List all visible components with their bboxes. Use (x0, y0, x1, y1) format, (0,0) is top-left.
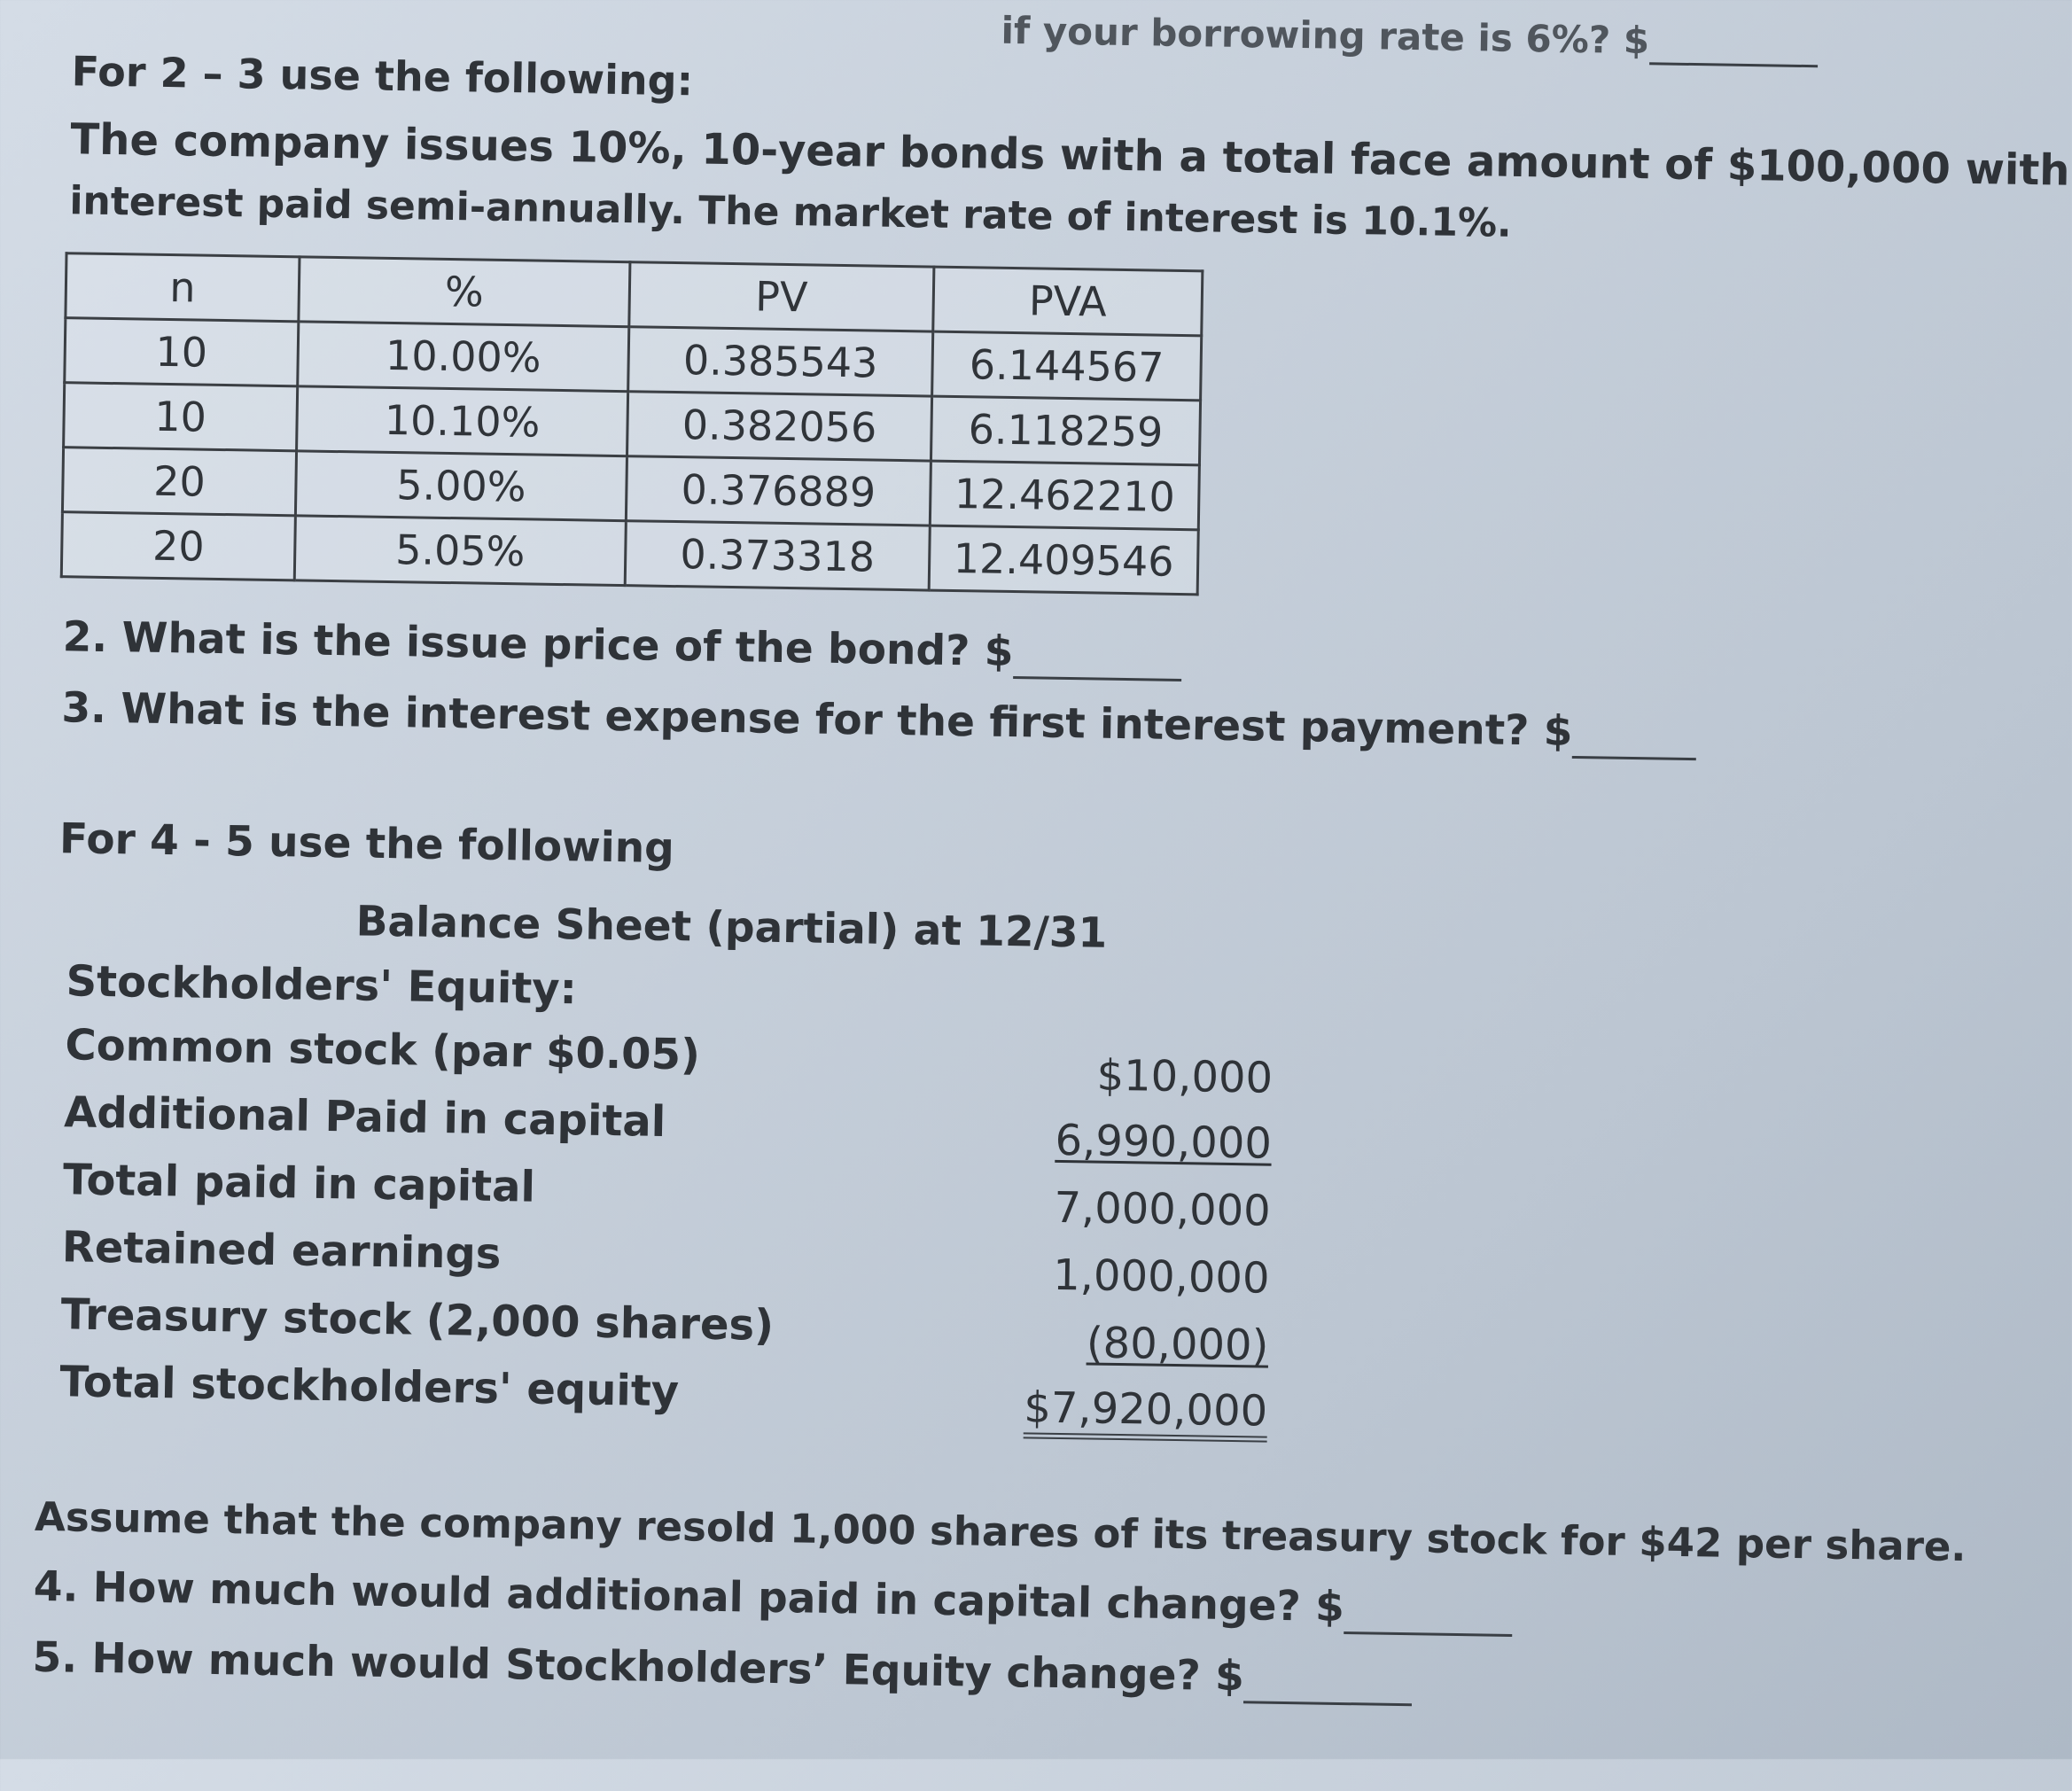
table-cell: 10.00% (298, 322, 629, 392)
column-header-rate: % (299, 257, 630, 327)
top-question-text: if your borrowing rate is 6%? $ (1001, 8, 1650, 63)
column-header-pva: PVA (933, 267, 1203, 336)
question-3 (61, 683, 1697, 760)
section-heading-2-3: For 2 – 3 use the following: (71, 47, 694, 105)
table-cell: 5.00% (295, 451, 627, 521)
table-cell: 12.462210 (930, 461, 1199, 530)
line-item-value: (80,000) (1086, 1318, 1269, 1371)
line-item-label: Additional Paid in capital (63, 1087, 666, 1147)
table-cell: 0.382056 (627, 392, 932, 461)
table-cell: 5.05% (294, 516, 626, 586)
table-cell: 0.376889 (626, 456, 931, 526)
table-cell: 0.373318 (625, 521, 930, 590)
table-cell: 20 (62, 448, 296, 516)
answer-blank[interactable] (1572, 707, 1697, 760)
question-5 (32, 1633, 1413, 1706)
line-item-label: Total stockholders' equity (59, 1357, 680, 1417)
line-item-label: Common stock (par $0.05) (65, 1020, 701, 1080)
stockholders-equity-heading: Stockholders' Equity: (66, 956, 578, 1015)
table-cell: 10 (65, 318, 299, 386)
answer-blank[interactable] (1243, 1652, 1413, 1706)
table-cell: 6.118259 (931, 396, 1200, 465)
column-header-n: n (66, 253, 300, 322)
treasury-assumption: Assume that the company resold 1,000 shares of its treasury stock for $42 per share. (34, 1492, 1967, 1571)
question-2-text: 2. What is the issue price of the bond? $ (62, 612, 1014, 677)
answer-blank (1649, 19, 1819, 67)
question-3-text: 3. What is the interest expense for the first interest payment? $ (61, 683, 1573, 756)
table-cell: 6.144567 (932, 331, 1202, 401)
question-2 (62, 612, 1182, 681)
table-cell: 0.385543 (628, 327, 933, 396)
table-cell: 20 (61, 512, 295, 580)
table-cell: 12.409546 (929, 526, 1198, 595)
balance-sheet-title: Balance Sheet (partial) at 12/31 (355, 897, 1108, 958)
answer-blank[interactable] (1344, 1583, 1513, 1637)
section-heading-4-5: For 4 - 5 use the following (58, 814, 675, 874)
line-item-label: Retained earnings (61, 1222, 502, 1280)
top-partial-question (1001, 9, 1818, 67)
answer-blank[interactable] (1013, 627, 1182, 681)
line-item-value: 6,990,000 (1055, 1115, 1273, 1169)
question-4 (33, 1562, 1513, 1637)
line-item-value: $7,920,000 (1024, 1382, 1268, 1442)
table-cell: 10.10% (297, 386, 628, 456)
column-header-pv: PV (629, 262, 934, 331)
line-item-value: $10,000 (1096, 1050, 1274, 1103)
present-value-table (60, 252, 1204, 596)
line-item-label: Treasury stock (2,000 shares) (60, 1289, 775, 1351)
question-5-text: 5. How much would Stockholders’ Equity change? $ (32, 1632, 1245, 1701)
table-cell: 10 (64, 383, 298, 451)
line-item-label: Total paid in capital (62, 1155, 536, 1212)
line-item-value: 1,000,000 (1052, 1250, 1270, 1304)
bond-description-line-2: interest paid semi-annually. The market rate of interest is 10.1%. (69, 178, 1513, 246)
bond-description-line-1: The company issues 10%, 10-year bonds with a total face amount of $100,000 with (70, 114, 2070, 196)
line-item-value: 7,000,000 (1054, 1182, 1272, 1236)
question-4-text: 4. How much would additional paid in capital change? $ (33, 1561, 1345, 1632)
